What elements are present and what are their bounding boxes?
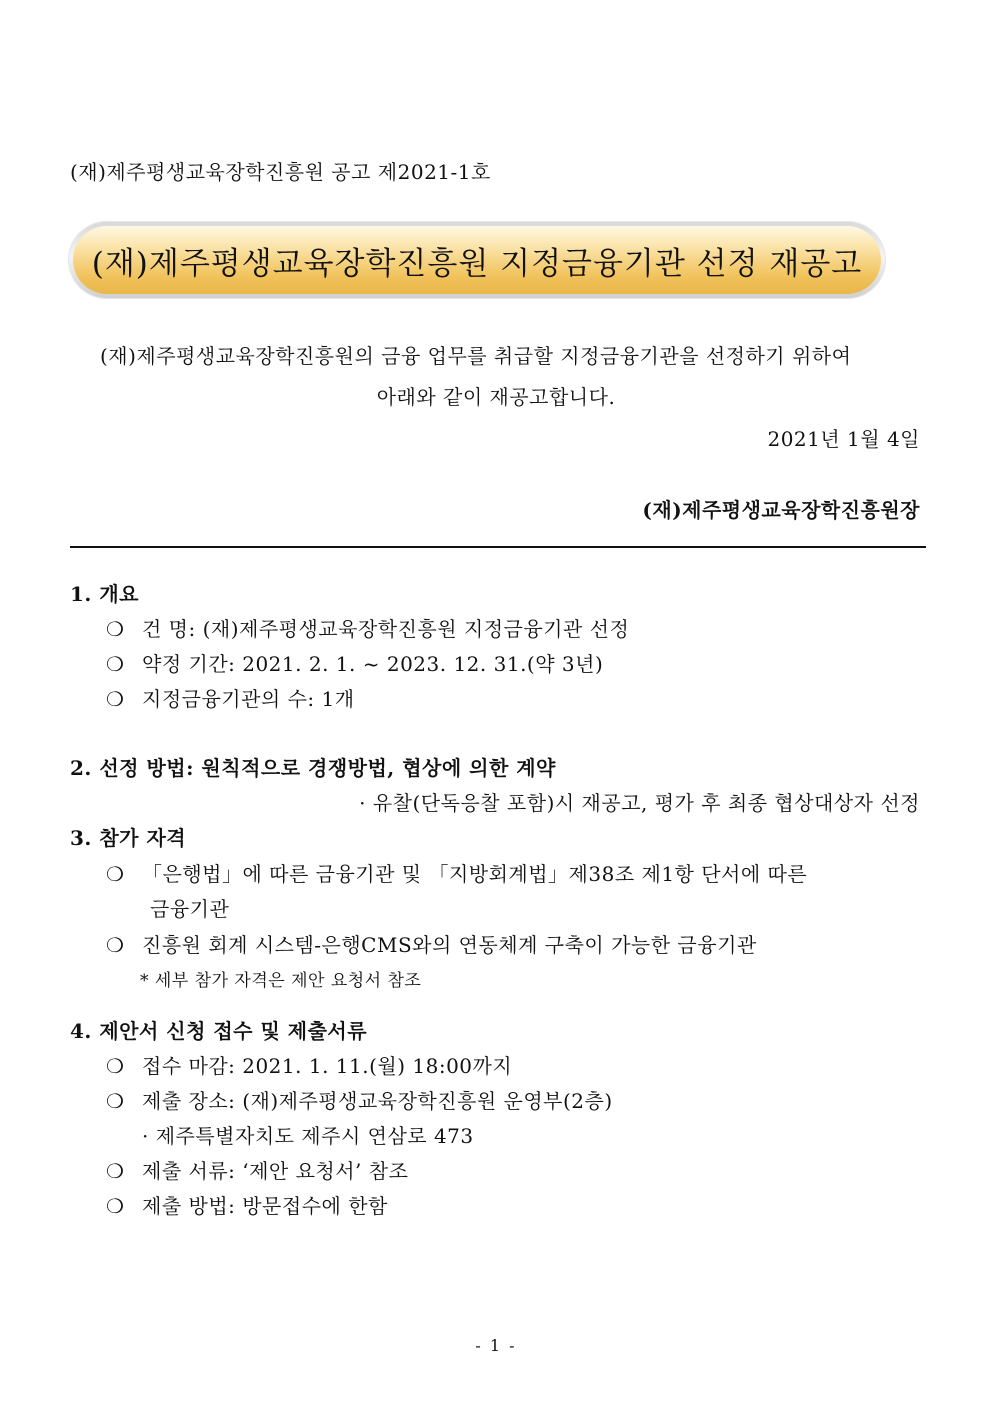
page-number: - 1 -: [475, 1336, 517, 1355]
section-4-item-2: [106, 1085, 613, 1114]
issuer-name: (재)제주평생교육장학진흥원장: [642, 498, 920, 522]
section-3-item-2: [106, 929, 757, 958]
page-title: (재)제주평생교육장학진흥원 지정금융기관 선정 재공고: [91, 245, 863, 282]
circle-bullet-icon: ❍: [106, 862, 125, 886]
divider-rule: [70, 546, 926, 548]
section-3-item-1-text: 「은행법」에 따른 금융기관 및 「지방회계법」제38조 제1항 단서에 따른: [142, 862, 808, 886]
circle-bullet-icon: ❍: [106, 687, 125, 711]
section-3-item-1: [106, 858, 807, 887]
notice-date: 2021년 1월 4일: [767, 427, 920, 451]
section-4-heading: 4. 제안서 신청 접수 및 제출서류: [70, 1019, 368, 1043]
section-3-item-1-continued: 금융기관: [150, 897, 230, 921]
circle-bullet-icon: ❍: [106, 652, 125, 676]
section-4-item-1-text: 접수 마감: 2021. 1. 11.(월) 18:00까지: [142, 1054, 513, 1078]
intro-line-1: (재)제주평생교육장학진흥원의 금융 업무를 취급할 지정금융기관을 선정하기 위하여: [100, 344, 852, 368]
circle-bullet-icon: ❍: [106, 933, 125, 957]
section-1-item-3: [106, 683, 355, 712]
section-2-note: · 유찰(단독응찰 포함)시 재공고, 평가 후 최종 협상대상자 선정: [359, 791, 920, 815]
circle-bullet-icon: ❍: [106, 1194, 125, 1218]
circle-bullet-icon: ❍: [106, 1089, 125, 1113]
section-4-item-3: [106, 1155, 408, 1184]
title-banner: [68, 221, 886, 299]
section-1-item-1-text: 건 명: (재)제주평생교육장학진흥원 지정금융기관 선정: [142, 617, 630, 641]
section-2-heading: 2. 선정 방법: 원칙적으로 경쟁방법, 협상에 의한 계약: [70, 756, 556, 780]
section-4-item-3-text: 제출 서류: ‘제안 요청서’ 참조: [142, 1159, 409, 1183]
circle-bullet-icon: ❍: [106, 617, 125, 641]
section-4-address: · 제주특별자치도 제주시 연삼로 473: [142, 1124, 474, 1148]
section-4-item-4: [106, 1190, 388, 1219]
section-4-item-1: [106, 1050, 512, 1079]
section-3-heading: 3. 참가 자격: [70, 826, 187, 850]
section-1-item-2-text: 약정 기간: 2021. 2. 1. ~ 2023. 12. 31.(약 3년): [142, 652, 604, 676]
section-3-footnote: * 세부 참가 자격은 제안 요청서 참조: [140, 971, 422, 991]
section-3-item-2-text: 진흥원 회계 시스템-은행CMS와의 연동체계 구축이 가능한 금융기관: [142, 933, 757, 957]
circle-bullet-icon: ❍: [106, 1159, 125, 1183]
circle-bullet-icon: ❍: [106, 1054, 125, 1078]
section-4-item-2-text: 제출 장소: (재)제주평생교육장학진흥원 운영부(2층): [142, 1089, 613, 1113]
section-1-item-3-text: 지정금융기관의 수: 1개: [142, 687, 355, 711]
intro-line-2: 아래와 같이 재공고합니다.: [376, 385, 616, 409]
notice-number: (재)제주평생교육장학진흥원 공고 제2021-1호: [70, 160, 491, 184]
title-banner-inner: [73, 226, 881, 294]
section-1-item-2: [106, 648, 603, 677]
section-1-heading: 1. 개요: [70, 582, 139, 606]
section-1-item-1: [106, 613, 629, 642]
section-4-item-4-text: 제출 방법: 방문접수에 한함: [142, 1194, 388, 1218]
